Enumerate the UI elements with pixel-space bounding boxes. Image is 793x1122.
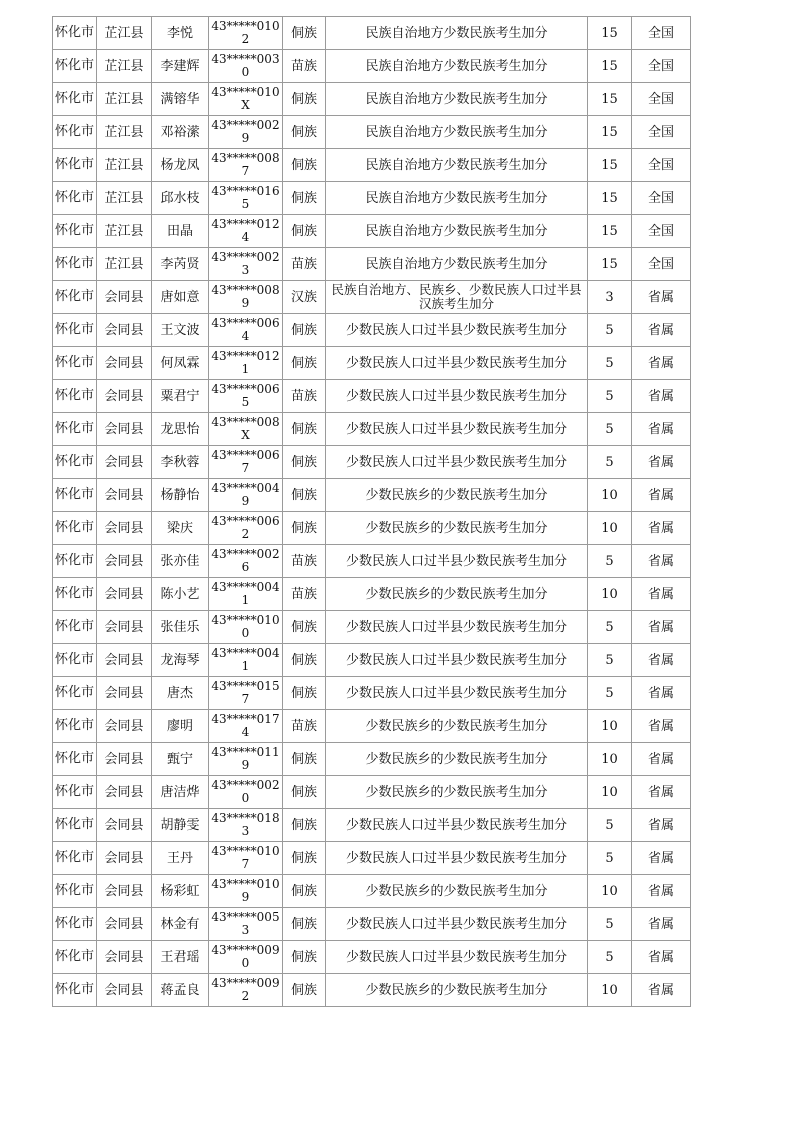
city-cell: 怀化市: [53, 776, 97, 809]
ethnicity-cell: 侗族: [283, 413, 326, 446]
bonus-points-cell: 15: [588, 248, 632, 281]
id-number-cell: 43*****0053: [209, 908, 283, 941]
name-cell: 陈小艺: [152, 578, 209, 611]
county-cell: 会同县: [97, 776, 152, 809]
scope-cell: 省属: [632, 479, 691, 512]
ethnicity-cell: 侗族: [283, 512, 326, 545]
name-cell: 邱水枝: [152, 182, 209, 215]
scope-cell: 省属: [632, 281, 691, 314]
ethnicity-cell: 侗族: [283, 479, 326, 512]
id-number-cell: 43*****0165: [209, 182, 283, 215]
bonus-type-cell: 民族自治地方少数民族考生加分: [326, 149, 588, 182]
scope-cell: 全国: [632, 83, 691, 116]
table-row: [53, 182, 691, 215]
city-cell: 怀化市: [53, 380, 97, 413]
bonus-type-cell: 少数民族乡的少数民族考生加分: [326, 875, 588, 908]
city-cell: 怀化市: [53, 611, 97, 644]
name-cell: 何凤霖: [152, 347, 209, 380]
table-row: [53, 116, 691, 149]
bonus-type-cell: 少数民族乡的少数民族考生加分: [326, 776, 588, 809]
county-cell: 会同县: [97, 512, 152, 545]
scope-cell: 省属: [632, 776, 691, 809]
table-row: [53, 743, 691, 776]
id-number-cell: 43*****0124: [209, 215, 283, 248]
table-row: [53, 677, 691, 710]
ethnicity-cell: 苗族: [283, 248, 326, 281]
bonus-type-cell: 民族自治地方少数民族考生加分: [326, 182, 588, 215]
id-number-cell: 43*****0062: [209, 512, 283, 545]
bonus-type-cell: 少数民族人口过半县少数民族考生加分: [326, 380, 588, 413]
table-row: [53, 908, 691, 941]
bonus-type-cell: 少数民族人口过半县少数民族考生加分: [326, 446, 588, 479]
county-cell: 会同县: [97, 677, 152, 710]
ethnicity-cell: 侗族: [283, 347, 326, 380]
table-row: [53, 479, 691, 512]
city-cell: 怀化市: [53, 578, 97, 611]
city-cell: 怀化市: [53, 83, 97, 116]
table-row: [53, 644, 691, 677]
city-cell: 怀化市: [53, 347, 97, 380]
table-row: [53, 974, 691, 1007]
table-row: [53, 314, 691, 347]
name-cell: 唐如意: [152, 281, 209, 314]
table-row: [53, 50, 691, 83]
name-cell: 胡静雯: [152, 809, 209, 842]
id-number-cell: 43*****008X: [209, 413, 283, 446]
bonus-points-cell: 3: [588, 281, 632, 314]
county-cell: 会同县: [97, 875, 152, 908]
bonus-type-cell: 民族自治地方少数民族考生加分: [326, 248, 588, 281]
id-number-cell: 43*****0121: [209, 347, 283, 380]
id-number-cell: 43*****0065: [209, 380, 283, 413]
scope-cell: 全国: [632, 182, 691, 215]
ethnicity-cell: 侗族: [283, 875, 326, 908]
id-number-cell: 43*****0174: [209, 710, 283, 743]
table-row: [53, 578, 691, 611]
scope-cell: 省属: [632, 380, 691, 413]
bonus-points-cell: 10: [588, 512, 632, 545]
name-cell: 张佳乐: [152, 611, 209, 644]
id-number-cell: 43*****0067: [209, 446, 283, 479]
city-cell: 怀化市: [53, 974, 97, 1007]
id-number-cell: 43*****0109: [209, 875, 283, 908]
bonus-type-cell: 少数民族人口过半县少数民族考生加分: [326, 809, 588, 842]
scope-cell: 全国: [632, 116, 691, 149]
bonus-points-cell: 15: [588, 149, 632, 182]
bonus-type-cell: 少数民族乡的少数民族考生加分: [326, 578, 588, 611]
city-cell: 怀化市: [53, 413, 97, 446]
ethnicity-cell: 苗族: [283, 50, 326, 83]
county-cell: 会同县: [97, 347, 152, 380]
bonus-points-cell: 10: [588, 776, 632, 809]
scope-cell: 省属: [632, 512, 691, 545]
table-row: [53, 710, 691, 743]
table-row: [53, 809, 691, 842]
ethnicity-cell: 苗族: [283, 578, 326, 611]
ethnicity-cell: 侗族: [283, 215, 326, 248]
table-row: [53, 347, 691, 380]
city-cell: 怀化市: [53, 182, 97, 215]
city-cell: 怀化市: [53, 479, 97, 512]
ethnicity-cell: 侗族: [283, 809, 326, 842]
scope-cell: 省属: [632, 809, 691, 842]
city-cell: 怀化市: [53, 50, 97, 83]
city-cell: 怀化市: [53, 710, 97, 743]
name-cell: 邓裕潆: [152, 116, 209, 149]
county-cell: 会同县: [97, 413, 152, 446]
id-number-cell: 43*****0107: [209, 842, 283, 875]
city-cell: 怀化市: [53, 842, 97, 875]
city-cell: 怀化市: [53, 248, 97, 281]
city-cell: 怀化市: [53, 512, 97, 545]
name-cell: 廖明: [152, 710, 209, 743]
table-row: [53, 842, 691, 875]
id-number-cell: 43*****0102: [209, 17, 283, 50]
scope-cell: 全国: [632, 149, 691, 182]
id-number-cell: 43*****0023: [209, 248, 283, 281]
bonus-points-cell: 5: [588, 644, 632, 677]
name-cell: 满镕华: [152, 83, 209, 116]
scope-cell: 全国: [632, 248, 691, 281]
county-cell: 会同县: [97, 842, 152, 875]
bonus-type-cell: 民族自治地方少数民族考生加分: [326, 83, 588, 116]
bonus-type-cell: 少数民族人口过半县少数民族考生加分: [326, 314, 588, 347]
bonus-points-cell: 10: [588, 578, 632, 611]
id-number-cell: 43*****0119: [209, 743, 283, 776]
bonus-points-cell: 5: [588, 809, 632, 842]
name-cell: 梁庆: [152, 512, 209, 545]
bonus-points-cell: 15: [588, 50, 632, 83]
table-row: [53, 248, 691, 281]
county-cell: 会同县: [97, 644, 152, 677]
name-cell: 王文波: [152, 314, 209, 347]
ethnicity-cell: 侗族: [283, 611, 326, 644]
bonus-points-cell: 5: [588, 611, 632, 644]
scope-cell: 省属: [632, 578, 691, 611]
county-cell: 会同县: [97, 611, 152, 644]
id-number-cell: 43*****0157: [209, 677, 283, 710]
county-cell: 会同县: [97, 545, 152, 578]
county-cell: 芷江县: [97, 182, 152, 215]
bonus-points-cell: 10: [588, 479, 632, 512]
ethnicity-cell: 侗族: [283, 743, 326, 776]
name-cell: 李建辉: [152, 50, 209, 83]
bonus-type-cell: 少数民族人口过半县少数民族考生加分: [326, 677, 588, 710]
scope-cell: 全国: [632, 215, 691, 248]
county-cell: 芷江县: [97, 215, 152, 248]
table-row: [53, 17, 691, 50]
city-cell: 怀化市: [53, 809, 97, 842]
name-cell: 甄宁: [152, 743, 209, 776]
bonus-type-cell: 民族自治地方少数民族考生加分: [326, 50, 588, 83]
bonus-points-cell: 5: [588, 908, 632, 941]
ethnicity-cell: 汉族: [283, 281, 326, 314]
bonus-type-cell: 民族自治地方、民族乡、少数民族人口过半县汉族考生加分: [326, 281, 588, 314]
id-number-cell: 43*****0049: [209, 479, 283, 512]
bonus-type-cell: 少数民族乡的少数民族考生加分: [326, 974, 588, 1007]
table-row: [53, 83, 691, 116]
table-body: [53, 17, 691, 1007]
id-number-cell: 43*****0041: [209, 644, 283, 677]
table-row: [53, 149, 691, 182]
bonus-type-cell: 少数民族乡的少数民族考生加分: [326, 479, 588, 512]
bonus-type-cell: 民族自治地方少数民族考生加分: [326, 17, 588, 50]
name-cell: 李悦: [152, 17, 209, 50]
city-cell: 怀化市: [53, 149, 97, 182]
name-cell: 李秋蓉: [152, 446, 209, 479]
name-cell: 林金有: [152, 908, 209, 941]
city-cell: 怀化市: [53, 743, 97, 776]
bonus-points-cell: 5: [588, 413, 632, 446]
table-row: [53, 875, 691, 908]
name-cell: 蒋孟良: [152, 974, 209, 1007]
bonus-points-cell: 15: [588, 116, 632, 149]
name-cell: 龙海琴: [152, 644, 209, 677]
bonus-points-cell: 10: [588, 710, 632, 743]
table-row: [53, 941, 691, 974]
county-cell: 会同县: [97, 479, 152, 512]
bonus-type-cell: 少数民族乡的少数民族考生加分: [326, 743, 588, 776]
table-row: [53, 512, 691, 545]
county-cell: 芷江县: [97, 50, 152, 83]
bonus-points-cell: 10: [588, 743, 632, 776]
table-row: [53, 776, 691, 809]
county-cell: 芷江县: [97, 17, 152, 50]
ethnicity-cell: 侗族: [283, 314, 326, 347]
county-cell: 会同县: [97, 314, 152, 347]
table-row: [53, 215, 691, 248]
ethnicity-cell: 苗族: [283, 545, 326, 578]
city-cell: 怀化市: [53, 545, 97, 578]
name-cell: 王丹: [152, 842, 209, 875]
city-cell: 怀化市: [53, 446, 97, 479]
ethnicity-cell: 侗族: [283, 83, 326, 116]
bonus-type-cell: 少数民族人口过半县少数民族考生加分: [326, 413, 588, 446]
county-cell: 会同县: [97, 446, 152, 479]
scope-cell: 省属: [632, 677, 691, 710]
ethnicity-cell: 侗族: [283, 149, 326, 182]
county-cell: 会同县: [97, 908, 152, 941]
scope-cell: 省属: [632, 842, 691, 875]
bonus-points-cell: 5: [588, 314, 632, 347]
ethnicity-cell: 侗族: [283, 974, 326, 1007]
ethnicity-cell: 侗族: [283, 776, 326, 809]
scope-cell: 省属: [632, 710, 691, 743]
ethnicity-cell: 侗族: [283, 17, 326, 50]
scope-cell: 省属: [632, 611, 691, 644]
city-cell: 怀化市: [53, 116, 97, 149]
bonus-table: [52, 16, 691, 1007]
bonus-points-cell: 5: [588, 347, 632, 380]
county-cell: 会同县: [97, 809, 152, 842]
county-cell: 会同县: [97, 710, 152, 743]
county-cell: 会同县: [97, 281, 152, 314]
id-number-cell: 43*****0030: [209, 50, 283, 83]
name-cell: 唐洁烨: [152, 776, 209, 809]
scope-cell: 全国: [632, 50, 691, 83]
bonus-points-cell: 5: [588, 677, 632, 710]
id-number-cell: 43*****0020: [209, 776, 283, 809]
scope-cell: 省属: [632, 413, 691, 446]
bonus-points-cell: 15: [588, 17, 632, 50]
ethnicity-cell: 侗族: [283, 941, 326, 974]
county-cell: 会同县: [97, 941, 152, 974]
city-cell: 怀化市: [53, 215, 97, 248]
bonus-points-cell: 5: [588, 380, 632, 413]
table-row: [53, 281, 691, 314]
table-row: [53, 545, 691, 578]
county-cell: 芷江县: [97, 248, 152, 281]
ethnicity-cell: 侗族: [283, 116, 326, 149]
ethnicity-cell: 侗族: [283, 644, 326, 677]
bonus-type-cell: 少数民族人口过半县少数民族考生加分: [326, 644, 588, 677]
ethnicity-cell: 苗族: [283, 380, 326, 413]
county-cell: 会同县: [97, 380, 152, 413]
bonus-type-cell: 民族自治地方少数民族考生加分: [326, 215, 588, 248]
bonus-points-cell: 5: [588, 545, 632, 578]
city-cell: 怀化市: [53, 908, 97, 941]
scope-cell: 全国: [632, 17, 691, 50]
scope-cell: 省属: [632, 347, 691, 380]
city-cell: 怀化市: [53, 875, 97, 908]
bonus-points-cell: 15: [588, 182, 632, 215]
bonus-points-cell: 5: [588, 842, 632, 875]
scope-cell: 省属: [632, 743, 691, 776]
id-number-cell: 43*****0029: [209, 116, 283, 149]
table-row: [53, 446, 691, 479]
scope-cell: 省属: [632, 644, 691, 677]
name-cell: 王君瑶: [152, 941, 209, 974]
bonus-type-cell: 少数民族人口过半县少数民族考生加分: [326, 347, 588, 380]
bonus-type-cell: 少数民族人口过半县少数民族考生加分: [326, 941, 588, 974]
bonus-type-cell: 少数民族人口过半县少数民族考生加分: [326, 908, 588, 941]
county-cell: 芷江县: [97, 116, 152, 149]
id-number-cell: 43*****010X: [209, 83, 283, 116]
scope-cell: 省属: [632, 974, 691, 1007]
bonus-type-cell: 少数民族乡的少数民族考生加分: [326, 512, 588, 545]
county-cell: 会同县: [97, 974, 152, 1007]
bonus-type-cell: 民族自治地方少数民族考生加分: [326, 116, 588, 149]
bonus-type-cell: 少数民族乡的少数民族考生加分: [326, 710, 588, 743]
id-number-cell: 43*****0087: [209, 149, 283, 182]
id-number-cell: 43*****0090: [209, 941, 283, 974]
name-cell: 田晶: [152, 215, 209, 248]
scope-cell: 省属: [632, 908, 691, 941]
bonus-points-cell: 15: [588, 215, 632, 248]
county-cell: 芷江县: [97, 83, 152, 116]
ethnicity-cell: 侗族: [283, 842, 326, 875]
name-cell: 李芮贤: [152, 248, 209, 281]
county-cell: 会同县: [97, 578, 152, 611]
id-number-cell: 43*****0041: [209, 578, 283, 611]
name-cell: 杨静怡: [152, 479, 209, 512]
id-number-cell: 43*****0089: [209, 281, 283, 314]
ethnicity-cell: 侗族: [283, 677, 326, 710]
bonus-points-cell: 5: [588, 941, 632, 974]
id-number-cell: 43*****0183: [209, 809, 283, 842]
city-cell: 怀化市: [53, 941, 97, 974]
name-cell: 杨彩虹: [152, 875, 209, 908]
bonus-points-cell: 10: [588, 875, 632, 908]
scope-cell: 省属: [632, 875, 691, 908]
table-row: [53, 413, 691, 446]
city-cell: 怀化市: [53, 17, 97, 50]
name-cell: 杨龙凤: [152, 149, 209, 182]
name-cell: 粟君宁: [152, 380, 209, 413]
city-cell: 怀化市: [53, 281, 97, 314]
city-cell: 怀化市: [53, 314, 97, 347]
bonus-type-cell: 少数民族人口过半县少数民族考生加分: [326, 545, 588, 578]
bonus-type-cell: 少数民族人口过半县少数民族考生加分: [326, 611, 588, 644]
county-cell: 芷江县: [97, 149, 152, 182]
ethnicity-cell: 侗族: [283, 908, 326, 941]
scope-cell: 省属: [632, 545, 691, 578]
name-cell: 龙思怡: [152, 413, 209, 446]
bonus-type-cell: 少数民族人口过半县少数民族考生加分: [326, 842, 588, 875]
scope-cell: 省属: [632, 941, 691, 974]
table-row: [53, 611, 691, 644]
table-row: [53, 380, 691, 413]
name-cell: 唐杰: [152, 677, 209, 710]
id-number-cell: 43*****0100: [209, 611, 283, 644]
ethnicity-cell: 侗族: [283, 446, 326, 479]
county-cell: 会同县: [97, 743, 152, 776]
scope-cell: 省属: [632, 446, 691, 479]
bonus-points-cell: 15: [588, 83, 632, 116]
ethnicity-cell: 侗族: [283, 182, 326, 215]
ethnicity-cell: 苗族: [283, 710, 326, 743]
city-cell: 怀化市: [53, 677, 97, 710]
name-cell: 张亦佳: [152, 545, 209, 578]
bonus-points-cell: 5: [588, 446, 632, 479]
id-number-cell: 43*****0064: [209, 314, 283, 347]
id-number-cell: 43*****0026: [209, 545, 283, 578]
id-number-cell: 43*****0092: [209, 974, 283, 1007]
scope-cell: 省属: [632, 314, 691, 347]
city-cell: 怀化市: [53, 644, 97, 677]
bonus-points-cell: 10: [588, 974, 632, 1007]
